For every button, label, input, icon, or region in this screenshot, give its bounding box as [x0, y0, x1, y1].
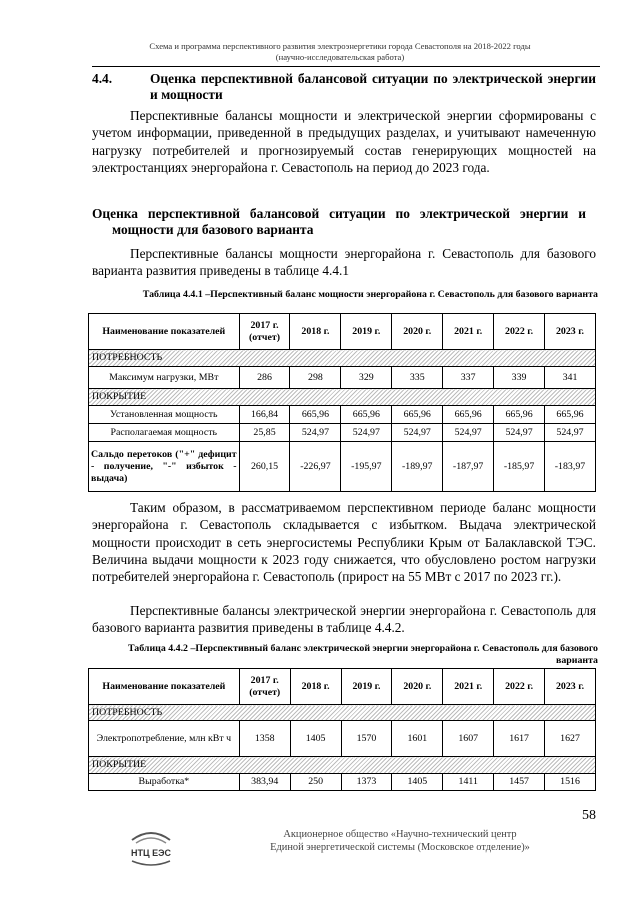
table-row — [89, 442, 596, 492]
table-cell: 1601 — [392, 721, 443, 757]
table1-group-demand-label: ПОТРЕБНОСТЬ — [89, 350, 596, 367]
table2 — [88, 668, 596, 791]
table-cell: 341 — [545, 367, 596, 389]
section-title: Оценка перспективной балансовой ситуации по электрической энергии и мощности — [150, 71, 596, 102]
table-cell: 1405 — [392, 774, 443, 791]
table-cell: 260,15 — [239, 442, 290, 492]
table2-col-2019: 2019 г. — [341, 669, 392, 705]
page-number: 58 — [582, 808, 596, 823]
table-cell: 1516 — [545, 774, 596, 791]
table-cell: -187,97 — [443, 442, 494, 492]
table2-row-consumption-label: Электропотребление, млн кВт ч — [89, 721, 240, 757]
table-cell: 286 — [239, 367, 290, 389]
table-cell: 665,96 — [392, 406, 443, 424]
table-row — [89, 721, 596, 757]
table1-group-coverage — [89, 389, 596, 406]
table1-col-2022: 2022 г. — [494, 314, 545, 350]
table-cell: 250 — [290, 774, 341, 791]
table2-row-generation-label: Выработка* — [89, 774, 240, 791]
table-cell: 524,97 — [494, 424, 545, 442]
table-cell: 665,96 — [290, 406, 341, 424]
table1-group-demand — [89, 350, 596, 367]
table-cell: 524,97 — [545, 424, 596, 442]
table2-group-coverage — [89, 757, 596, 774]
table-cell: 329 — [341, 367, 392, 389]
power-paragraph: Перспективные балансы мощности энергорайона г. Севастополь для базового варианта развития приведены в таблице 4.4.1 — [92, 246, 596, 279]
table-cell: 665,96 — [341, 406, 392, 424]
table2-col-2018: 2018 г. — [290, 669, 341, 705]
table-cell: 1358 — [239, 721, 290, 757]
footer-line-1: Акционерное общество «Научно-технический центр — [283, 829, 517, 840]
table2-header-label: Наименование показателей — [89, 669, 240, 705]
table-row — [89, 774, 596, 791]
table1-row-max-load-label: Максимум нагрузки, МВт — [89, 367, 240, 389]
footer-line-2: Единой энергетической системы (Московское отделение)» — [270, 842, 530, 853]
intro-paragraph: Перспективные балансы мощности и электрической энергии сформированы с учетом информации, приведенной в предыдущих разделах, и учитывают намеченную нагрузку потребителей и прогнозируемый состав генерирующих мощностей на электростанциях энергорайона г. Севастополь на период до 2023 года. — [92, 108, 596, 175]
table2-col-2023: 2023 г. — [545, 669, 596, 705]
table-cell: 1570 — [341, 721, 392, 757]
svg-text:НТЦ ЕЭС: НТЦ ЕЭС — [131, 848, 171, 858]
table1-row-balance-label: Сальдо перетоков ("+" дефицит - получение, "-" избыток - выдача) — [89, 442, 240, 492]
header-line-2: (научно-исследовательская работа) — [275, 52, 405, 62]
table-cell: 1373 — [341, 774, 392, 791]
table-cell: 524,97 — [341, 424, 392, 442]
table2-group-demand-label: ПОТРЕБНОСТЬ — [89, 705, 596, 721]
table-cell: 1627 — [545, 721, 596, 757]
table1-col-2023: 2023 г. — [545, 314, 596, 350]
table-cell: 298 — [290, 367, 341, 389]
energy-paragraph: Перспективные балансы электрической энергии энергорайона г. Севастополь для базового варианта развития приведены в таблице 4.4.2. — [92, 603, 596, 636]
table-cell: 335 — [392, 367, 443, 389]
table-cell: 1607 — [443, 721, 494, 757]
company-logo — [128, 830, 174, 868]
table-cell: 25,85 — [239, 424, 290, 442]
table-cell: 524,97 — [392, 424, 443, 442]
table-cell: 337 — [443, 367, 494, 389]
table1-col-2017: 2017 г. (отчет) — [239, 314, 290, 350]
section-number: 4.4. — [92, 71, 113, 86]
table1-col-2021: 2021 г. — [443, 314, 494, 350]
running-header — [80, 41, 600, 63]
table2-col-2022: 2022 г. — [494, 669, 545, 705]
subsection-title: Оценка перспективной балансовой ситуации по электрической энергии и мощности для базового варианта — [92, 206, 586, 237]
table1-caption: Таблица 4.4.1 –Перспективный баланс мощности энергорайона г. Севастополь для базового варианта — [142, 289, 598, 300]
header-line-1: Схема и программа перспективного развития электроэнергетики города Севастополя на 2018-2022 годы — [149, 41, 531, 51]
table-row — [89, 424, 596, 442]
table2-group-demand — [89, 705, 596, 721]
table1-col-2020: 2020 г. — [392, 314, 443, 350]
table-cell: 1405 — [290, 721, 341, 757]
table2-header-row — [89, 669, 596, 705]
table-cell: -185,97 — [494, 442, 545, 492]
table1-col-2019: 2019 г. — [341, 314, 392, 350]
header-rule — [92, 66, 600, 67]
table2-col-2020: 2020 г. — [392, 669, 443, 705]
table-cell: 383,94 — [239, 774, 290, 791]
table2-group-coverage-label: ПОКРЫТИЕ — [89, 757, 596, 774]
table1-row-installed-label: Установленная мощность — [89, 406, 240, 424]
ntc-logo-icon — [128, 830, 174, 868]
table-cell: -183,97 — [545, 442, 596, 492]
table-cell: 339 — [494, 367, 545, 389]
table2-col-2021: 2021 г. — [443, 669, 494, 705]
table1-group-coverage-label: ПОКРЫТИЕ — [89, 389, 596, 406]
table-cell: 665,96 — [545, 406, 596, 424]
table-cell: 1617 — [494, 721, 545, 757]
table-cell: -189,97 — [392, 442, 443, 492]
table-row — [89, 406, 596, 424]
footer-text — [210, 828, 590, 854]
table1 — [88, 313, 596, 492]
table-cell: -195,97 — [341, 442, 392, 492]
table-cell: 665,96 — [443, 406, 494, 424]
table-cell: 1411 — [443, 774, 494, 791]
table-cell: 524,97 — [443, 424, 494, 442]
table-cell: 665,96 — [494, 406, 545, 424]
table1-header-label: Наименование показателей — [89, 314, 240, 350]
table-row — [89, 367, 596, 389]
table-cell: 166,84 — [239, 406, 290, 424]
table1-col-2018: 2018 г. — [290, 314, 341, 350]
table2-caption: Таблица 4.4.2 –Перспективный баланс электрической энергии энергорайона г. Севастополь для базового варианта — [127, 643, 598, 666]
table1-row-available-label: Располагаемая мощность — [89, 424, 240, 442]
table2-col-2017: 2017 г. (отчет) — [239, 669, 290, 705]
table-cell: 524,97 — [290, 424, 341, 442]
surplus-paragraph: Таким образом, в рассматриваемом перспективном периоде баланс мощности энергорайона г. Севастополь складывается с избытком. Выдача электрической мощности происходит в сеть энергосистемы Республики Крым от Балаклавской ТЭС. Величина выдачи мощности к 2023 году снижается, что обусловлено ростом нагрузки потребителей энергорайона г. Севастополь (прирост на 55 МВт с 2017 по 2023 гг.). — [92, 500, 596, 585]
table-cell: 1457 — [494, 774, 545, 791]
table1-header-row — [89, 314, 596, 350]
table-cell: -226,97 — [290, 442, 341, 492]
